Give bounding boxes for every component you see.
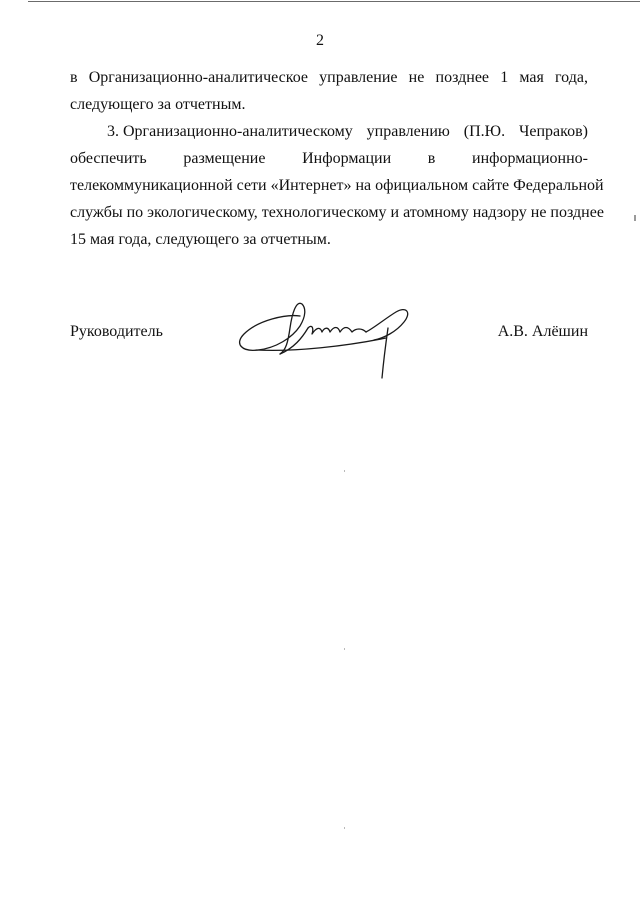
word: управлению [366, 123, 450, 140]
word: (П.Ю. [463, 123, 506, 140]
signatory-title: Руководитель [70, 323, 163, 340]
word: Чепраков) [518, 123, 588, 140]
paragraph-1-line-1 [70, 64, 588, 91]
margin-mark [634, 215, 636, 221]
paragraph-2-line-2 [70, 145, 588, 172]
scan-speck [344, 648, 345, 650]
word: управление [319, 69, 398, 86]
handwritten-signature [236, 298, 416, 384]
paragraph-2-line-4: службы по экологическому, технологическому и атомному надзору не позднее [70, 204, 604, 221]
scan-speck [344, 470, 345, 472]
word: позднее [435, 69, 490, 86]
word: в [427, 150, 436, 167]
word: размещение [183, 150, 266, 167]
word: года, [555, 69, 588, 86]
signatory-name: А.В. Алёшин [497, 323, 588, 340]
word: в [70, 69, 78, 86]
word: не [408, 69, 425, 86]
paragraph-2-line-3: телекоммуникационной сети «Интернет» на официальном сайте Федеральной [70, 177, 604, 194]
word: Организационно-аналитическое [88, 69, 308, 86]
scan-speck [344, 827, 345, 829]
word: мая [519, 69, 544, 86]
body-text [70, 64, 604, 253]
paragraph-2-line-5: 15 мая года, следующего за отчетным. [70, 231, 331, 248]
word: 3. Организационно-аналитическому [107, 123, 353, 140]
top-edge-rule [28, 1, 640, 2]
word: Информации [302, 150, 392, 167]
page-number: 2 [316, 32, 324, 49]
word: 1 [500, 69, 509, 86]
word: информационно- [472, 150, 588, 167]
paragraph-2-line-1 [70, 118, 588, 145]
paragraph-1-line-2: следующего за отчетным. [70, 96, 246, 113]
word: обеспечить [70, 150, 147, 167]
signature-block [70, 320, 588, 380]
